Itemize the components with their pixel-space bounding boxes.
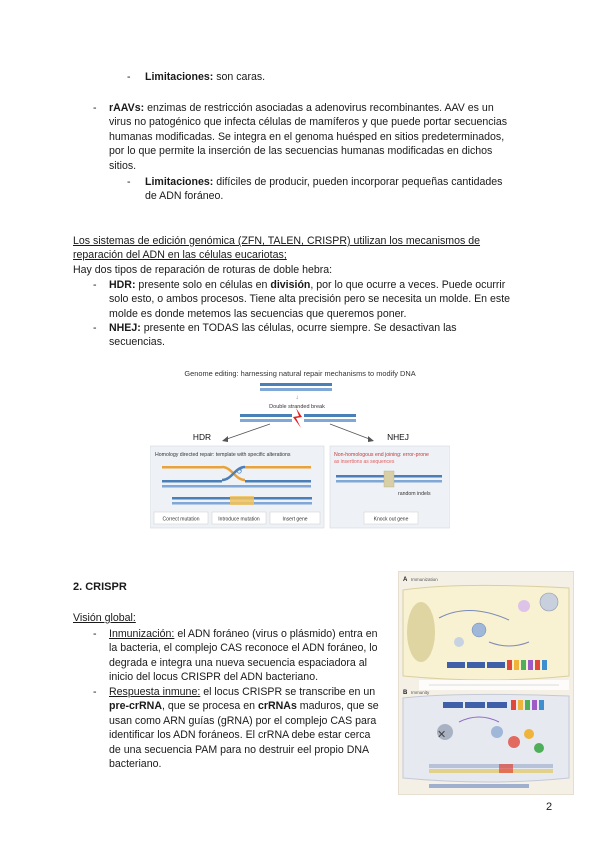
insert-gene-label: Insert gene xyxy=(282,516,308,523)
nhej-line1: presente en TODAS las células, ocurre siempre. Se desactivan las xyxy=(140,322,457,334)
raavs-paragraph xyxy=(109,101,507,173)
limitation-line xyxy=(145,70,265,84)
raavs-lim-line1: difíciles de producir, pueden incorporar pequeñas cantidades xyxy=(213,176,503,188)
cas-complex-icon xyxy=(472,623,486,637)
raavs-label: rAAVs: xyxy=(109,102,145,114)
repair-intro-line1: Los sistemas de edición genómica (ZFN, TALEN, CRISPR) utilizan los mecanismos de xyxy=(73,235,481,247)
crispr-mechanism-figure xyxy=(398,571,574,795)
immunization-line4: inicio del locus CRISPR del ADN bacteriano. xyxy=(109,671,319,684)
right-arrow-icon xyxy=(330,424,372,440)
panel-b-caption: Immunity xyxy=(411,690,430,695)
page-number: 2 xyxy=(546,801,553,813)
bullet-dash: - xyxy=(93,628,97,640)
nhej-heading: NHEJ xyxy=(387,432,409,442)
immunization-label: Inmunización: xyxy=(109,628,175,640)
svg-text:↺: ↺ xyxy=(236,467,243,476)
down-arrow-icon: ↓ xyxy=(295,395,299,401)
raavs-line5: sitios. xyxy=(109,159,137,172)
knockout-gene-label: Knock out gene xyxy=(373,516,409,523)
cell-b xyxy=(403,694,569,782)
limitation-label: Limitaciones: xyxy=(145,71,214,83)
hdr-label: HDR: xyxy=(109,279,136,291)
nhej-box-title: Non-homologous end joining: error-prone xyxy=(334,452,429,458)
hdr-text-b: , por lo que ocurre a veces. Puede ocurrir xyxy=(310,279,506,291)
hdr-line2: solo esto, o ambos procesos. Tiene alta precisión pero se necesita un molde. En este xyxy=(109,293,511,306)
raavs-line3: humanas modificadas. Se integra en el genoma huésped en sitios predeterminados, xyxy=(109,130,505,143)
dna-strand-top xyxy=(260,383,332,391)
overview-heading xyxy=(73,611,136,625)
virus-icon xyxy=(540,593,558,611)
panel-a-caption: Immunization xyxy=(411,577,438,582)
bullet-dash: - xyxy=(93,102,97,114)
immune-response-line2: , que se procesa en xyxy=(161,700,258,713)
pre-crrna-term: pre-crRNA xyxy=(109,700,162,713)
repair-types-line: Hay dos tipos de reparación de roturas de doble hebra: xyxy=(73,263,333,276)
raavs-lim-line2: de ADN foráneo. xyxy=(145,190,224,203)
introduce-mutation-label: Introduce mutation xyxy=(218,516,260,523)
hdr-paragraph xyxy=(109,278,510,321)
dsb-label: Double stranded break xyxy=(269,404,325,410)
crispr-mechanism-diagram xyxy=(399,572,573,794)
immunization-line2: la bacteria, el complejo CAS reconoce el ADN foráneo, lo xyxy=(109,642,378,655)
immune-response-label: Respuesta inmune: xyxy=(109,686,201,698)
genome-editing-diagram xyxy=(150,362,450,530)
hdr-line3: molde es donde metemos las secuencias que queremos poner. xyxy=(109,307,407,320)
random-indels-label: random indels xyxy=(398,491,431,497)
immune-response-line3: usan como ARN guías (gRNA) por el complejo CAS para xyxy=(109,714,377,727)
hdr-heading: HDR xyxy=(192,432,212,442)
lightning-icon xyxy=(293,408,302,428)
panel-a-label: A xyxy=(403,577,408,583)
bullet-dash: - xyxy=(127,176,131,188)
limitation-text: son caras. xyxy=(213,71,266,83)
nhej-label: NHEJ: xyxy=(109,322,141,334)
immune-response-line1: el locus CRISPR se transcribe en un xyxy=(200,686,376,698)
immune-response-line4: identificar los ADN foráneos. El crRNA debe estar cerca xyxy=(109,729,371,742)
immunization-line1: el ADN foráneo (virus o plásmido) entra en xyxy=(174,628,378,640)
nhej-line2: secuencias. xyxy=(109,336,165,349)
raavs-line2: virus no patogénico que infecta células de mamíferos y que puede portar secuencias xyxy=(109,116,508,129)
hdr-box-title: Homology directed repair: template with specific alterations xyxy=(155,452,291,458)
raavs-line4: por lo que permite la inserción de las secuencias humanas modificadas en dichos xyxy=(109,145,493,158)
immunization-line3: degrada e integra una nueva secuencia espaciadora al xyxy=(109,656,367,669)
immunization-paragraph xyxy=(109,627,378,685)
nhej-paragraph xyxy=(109,321,457,350)
overview-label: Visión global: xyxy=(73,612,136,624)
dna-broken-strand xyxy=(240,408,356,428)
immune-response-line2b: maduros, que se xyxy=(296,700,379,713)
bullet-dash: - xyxy=(93,322,97,334)
bullet-dash: - xyxy=(93,686,97,698)
repair-intro xyxy=(73,234,480,277)
figure-title: Genome editing: harnessing natural repair mechanisms to modify DNA xyxy=(184,369,416,378)
raavs-line1: enzimas de restricción asociadas a adenovirus recombinantes. AAV es un xyxy=(144,102,494,114)
hdr-buttons xyxy=(154,512,320,524)
correct-mutation-label: Correct mutation xyxy=(162,516,200,523)
raavs-lim-label: Limitaciones: xyxy=(145,176,214,188)
bullet-dash: - xyxy=(127,71,131,83)
raavs-limitations xyxy=(145,175,502,204)
immune-response-line5: de una secuencia PAM para no destruir eel propio DNA xyxy=(109,743,370,756)
hdr-bold: división xyxy=(270,279,311,291)
crrnas-term: crRNAs xyxy=(257,700,297,713)
blocked-icon: ✕ xyxy=(437,728,447,741)
immune-response-line6: bacteriano. xyxy=(109,758,162,771)
immune-response-paragraph xyxy=(109,685,379,771)
hdr-text-a: presente solo en células en xyxy=(135,279,271,291)
left-arrow-icon xyxy=(224,424,270,440)
bullet-dash: - xyxy=(93,279,97,291)
repair-intro-line2: reparación del ADN en las células eucariotas; xyxy=(73,249,287,262)
genome-editing-figure xyxy=(150,362,450,530)
panel-b-label: B xyxy=(403,690,408,696)
nhej-box-sub: as insertions as sequences xyxy=(334,459,395,465)
crispr-heading: 2. CRISPR xyxy=(73,581,127,593)
